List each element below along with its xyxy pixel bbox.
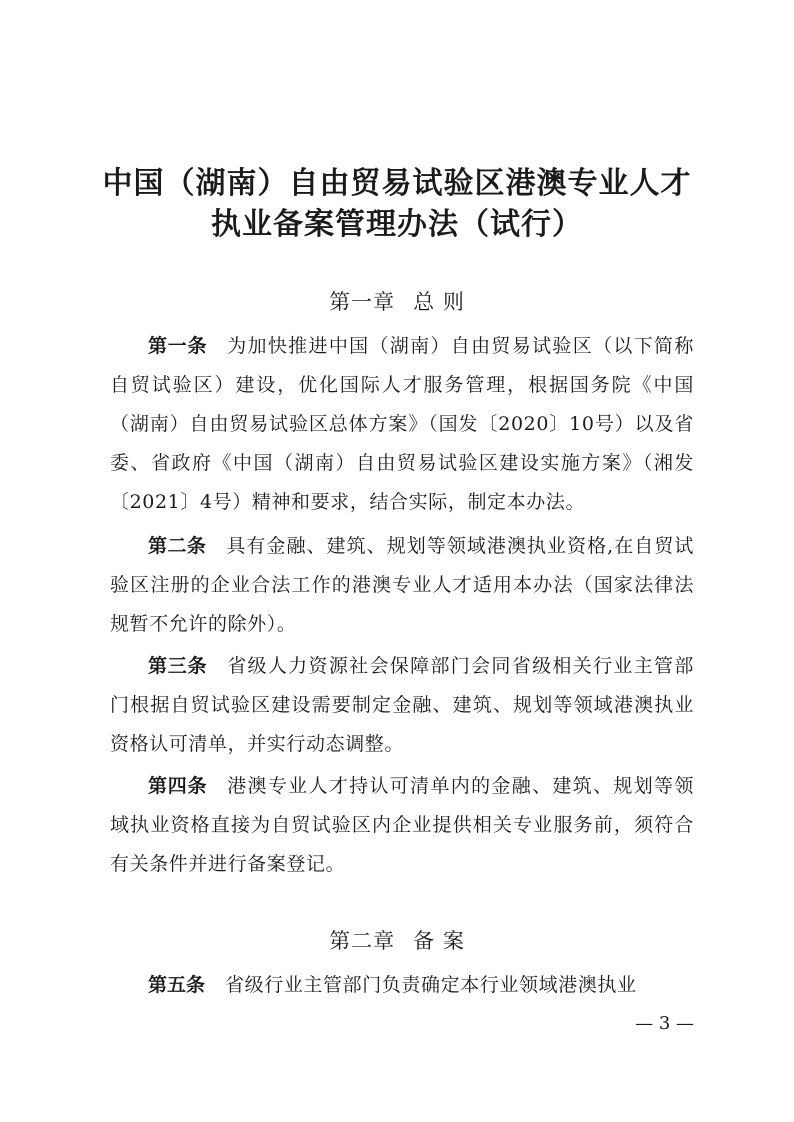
article-4-number: 第四条 (148, 775, 208, 797)
article-1 (110, 327, 694, 522)
article-2-number: 第二条 (148, 535, 207, 557)
article-3 (110, 647, 694, 764)
article-2 (110, 527, 694, 644)
article-4-text: 港澳专业人才持认可清单内的金融、建筑、规划等领域执业资格直接为自贸试验区内企业提供相关专业服务前，须符合有关条件并进行备案登记。 (110, 775, 694, 875)
article-5-number: 第五条 (148, 974, 206, 996)
article-3-text: 省级人力资源社会保障部门会同省级相关行业主管部门根据自贸试验区建设需要制定金融、建筑、规划等领域港澳执业资格认可清单，并实行动态调整。 (110, 655, 694, 755)
document-title-line-1: 中国（湖南）自由贸易试验区港澳专业人才 (102, 166, 692, 201)
article-3-number: 第三条 (148, 655, 208, 677)
article-5-text: 省级行业主管部门负责确定本行业领域港澳执业 (225, 974, 637, 996)
chapter-1-name: 总 则 (413, 290, 465, 314)
chapter-1-heading (100, 287, 694, 317)
chapter-2-label: 第二章 (329, 929, 396, 953)
chapter-2-name: 备 案 (413, 929, 465, 953)
article-2-text: 具有金融、建筑、规划等领域港澳执业资格,在自贸试验区注册的企业合法工作的港澳专业人才适用本办法（国家法律法规暂不允许的除外）。 (110, 535, 694, 635)
article-5 (110, 966, 694, 1005)
document-title-line-2: 执业备案管理办法（试行） (211, 207, 583, 242)
page-number: — 3 — (635, 1013, 694, 1034)
article-1-number: 第一条 (148, 335, 208, 357)
article-1-text: 为加快推进中国（湖南）自由贸易试验区（以下简称自贸试验区）建设，优化国际人才服务管理，根据国务院《中国（湖南）自由贸易试验区总体方案》（国发〔2020〕10号）以及省委、省政府《中国（湖南）自由贸易试验区建设实施方案》（湘发〔2021〕4号）精神和要求，结合实际，制定本办法。 (110, 335, 694, 513)
chapter-2-heading (100, 926, 694, 956)
article-4 (110, 767, 694, 884)
chapter-1-label: 第一章 (329, 290, 396, 314)
